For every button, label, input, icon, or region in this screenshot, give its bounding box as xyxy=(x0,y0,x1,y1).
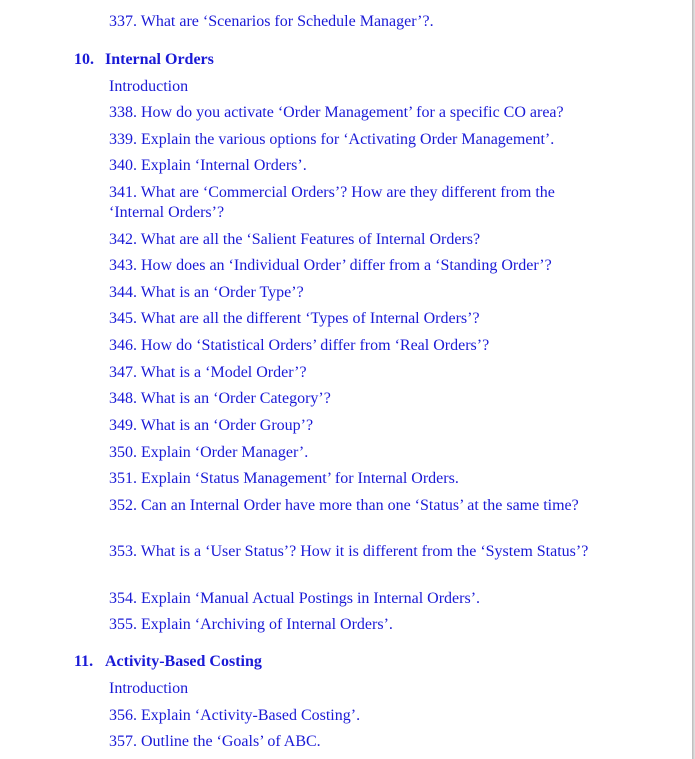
toc-entry-340[interactable]: 340. Explain ‘Internal Orders’. xyxy=(109,157,307,174)
toc-entry-346[interactable]: 346. How do ‘Statistical Orders’ differ from ‘Real Orders’? xyxy=(109,337,490,354)
chapter-heading-11[interactable] xyxy=(74,652,262,672)
toc-entry-347[interactable]: 347. What is a ‘Model Order’? xyxy=(109,364,307,381)
chapter-title: Activity-Based Costing xyxy=(105,653,262,670)
toc-entry-343[interactable]: 343. How does an ‘Individual Order’ differ from a ‘Standing Order’? xyxy=(109,257,552,274)
chapter-number: 11. xyxy=(74,653,94,670)
toc-entry-356[interactable]: 356. Explain ‘Activity-Based Costing’. xyxy=(109,707,361,724)
toc-entry-354[interactable]: 354. Explain ‘Manual Actual Postings in Internal Orders’. xyxy=(109,590,481,607)
toc-entry-351[interactable]: 351. Explain ‘Status Management’ for Internal Orders. xyxy=(109,470,459,487)
toc-entry-357[interactable]: 357. Outline the ‘Goals’ of ABC. xyxy=(109,733,321,750)
chapter-number: 10. xyxy=(74,51,94,68)
toc-entry-337[interactable]: 337. What are ‘Scenarios for Schedule Manager’?. xyxy=(109,13,434,30)
toc-entry-339[interactable]: 339. Explain the various options for ‘Activating Order Management’. xyxy=(109,131,555,148)
chapter-10-introduction[interactable]: Introduction xyxy=(109,78,189,95)
chapter-11-introduction[interactable]: Introduction xyxy=(109,680,189,697)
chapter-title: Internal Orders xyxy=(105,51,214,68)
toc-entry-338[interactable]: 338. How do you activate ‘Order Management’ for a specific CO area? xyxy=(109,104,564,121)
toc-entry-344[interactable]: 344. What is an ‘Order Type’? xyxy=(109,284,304,301)
toc-entry-350[interactable]: 350. Explain ‘Order Manager’. xyxy=(109,444,309,461)
toc-entry-353[interactable]: 353. What is a ‘User Status’? How it is different from the ‘System Status’? xyxy=(109,543,589,560)
toc-entry-345[interactable]: 345. What are all the different ‘Types of Internal Orders’? xyxy=(109,310,480,327)
toc-entry-355[interactable]: 355. Explain ‘Archiving of Internal Orders’. xyxy=(109,616,393,633)
chapter-heading-10[interactable] xyxy=(74,50,214,70)
toc-entry-348[interactable]: 348. What is an ‘Order Category’? xyxy=(109,390,331,407)
toc-entry-342[interactable]: 342. What are all the ‘Salient Features of Internal Orders? xyxy=(109,231,481,248)
toc-entry-349[interactable]: 349. What is an ‘Order Group’? xyxy=(109,417,314,434)
toc-entry-341[interactable]: 341. What are ‘Commercial Orders’? How are they different from the ‘Internal Orders’? xyxy=(109,184,555,221)
toc-entry-352[interactable]: 352. Can an Internal Order have more than one ‘Status’ at the same time? xyxy=(109,497,579,514)
